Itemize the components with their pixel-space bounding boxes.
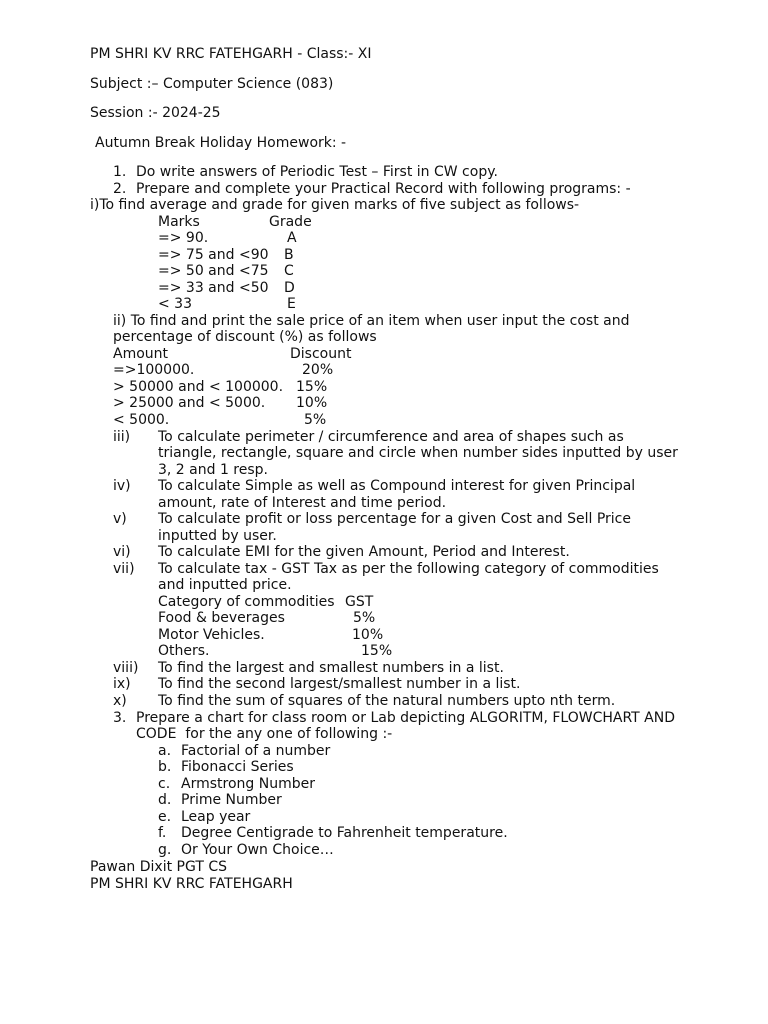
program-text: and inputted price. <box>158 577 292 593</box>
program-i-title: i)To find average and grade for given marks of five subject as follows- <box>90 197 580 213</box>
school-class-heading: PM SHRI KV RRC FATEHGARH - Class:- XI <box>90 46 372 62</box>
discount-cell: 10% <box>296 395 328 411</box>
program-ii-line: ii) To find and print the sale price of an item when user input the cost and <box>113 313 630 329</box>
option-letter: f. <box>158 825 167 841</box>
gst-header: GST <box>345 594 374 610</box>
item-text: CODE for the any one of following :- <box>136 726 393 742</box>
amount-header: Amount <box>113 346 169 362</box>
option-text: Armstrong Number <box>181 776 315 792</box>
grade-cell: A <box>287 230 297 246</box>
grade-cell: B <box>284 247 294 263</box>
session-line: Session :- 2024-25 <box>90 105 221 121</box>
amount-cell: < 5000. <box>113 412 170 428</box>
gst-cell: 5% <box>353 610 376 626</box>
item-number: 2. <box>113 181 127 197</box>
grade-cell: D <box>284 280 295 296</box>
grade-cell: E <box>287 296 296 312</box>
program-text: To find the sum of squares of the natural numbers upto nth term. <box>158 693 616 709</box>
marks-cell: => 75 and <90 <box>158 247 269 263</box>
item-text: Prepare a chart for class room or Lab depicting ALGORITM, FLOWCHART AND <box>136 710 675 726</box>
marks-cell: < 33 <box>158 296 192 312</box>
amount-cell: > 50000 and < 100000. <box>113 379 284 395</box>
program-text: To calculate profit or loss percentage for a given Cost and Sell Price <box>158 511 631 527</box>
program-text: To calculate EMI for the given Amount, Period and Interest. <box>158 544 570 560</box>
marks-header: Marks <box>158 214 200 230</box>
option-letter: b. <box>158 759 172 775</box>
program-text: inputted by user. <box>158 528 277 544</box>
discount-cell: 5% <box>304 412 327 428</box>
homework-title: Autumn Break Holiday Homework: - <box>95 135 347 151</box>
option-text: Prime Number <box>181 792 282 808</box>
program-text: To calculate tax - GST Tax as per the following category of commodities <box>158 561 659 577</box>
program-number: vi) <box>113 544 131 560</box>
marks-cell: => 50 and <75 <box>158 263 269 279</box>
program-number: vii) <box>113 561 135 577</box>
signature-school: PM SHRI KV RRC FATEHGARH <box>90 876 293 892</box>
option-text: Leap year <box>181 809 251 825</box>
amount-cell: > 25000 and < 5000. <box>113 395 266 411</box>
program-text: amount, rate of Interest and time period. <box>158 495 447 511</box>
category-cell: Food & beverages <box>158 610 285 626</box>
program-number: iii) <box>113 429 131 445</box>
option-letter: c. <box>158 776 171 792</box>
program-number: viii) <box>113 660 139 676</box>
grade-header: Grade <box>269 214 312 230</box>
item-text: Prepare and complete your Practical Record with following programs: - <box>136 181 631 197</box>
item-text: Do write answers of Periodic Test – First in CW copy. <box>136 164 498 180</box>
marks-cell: => 90. <box>158 230 209 246</box>
program-text: 3, 2 and 1 resp. <box>158 462 269 478</box>
program-number: iv) <box>113 478 131 494</box>
gst-cell: 15% <box>361 643 393 659</box>
program-text: To find the largest and smallest numbers in a list. <box>158 660 504 676</box>
category-cell: Others. <box>158 643 210 659</box>
option-letter: a. <box>158 743 172 759</box>
program-text: To calculate Simple as well as Compound interest for given Principal <box>158 478 636 494</box>
option-text: Factorial of a number <box>181 743 331 759</box>
option-letter: g. <box>158 842 172 858</box>
program-number: ix) <box>113 676 131 692</box>
subject-line: Subject :– Computer Science (083) <box>90 76 334 92</box>
option-letter: d. <box>158 792 172 808</box>
amount-cell: =>100000. <box>113 362 195 378</box>
discount-header: Discount <box>290 346 352 362</box>
option-text: Or Your Own Choice… <box>181 842 334 858</box>
program-text: triangle, rectangle, square and circle when number sides inputted by user <box>158 445 678 461</box>
category-header: Category of commodities <box>158 594 335 610</box>
program-text: To calculate perimeter / circumference and area of shapes such as <box>158 429 624 445</box>
option-text: Degree Centigrade to Fahrenheit temperature. <box>181 825 508 841</box>
option-letter: e. <box>158 809 172 825</box>
item-number: 1. <box>113 164 127 180</box>
category-cell: Motor Vehicles. <box>158 627 265 643</box>
program-number: v) <box>113 511 127 527</box>
item-number: 3. <box>113 710 127 726</box>
option-text: Fibonacci Series <box>181 759 294 775</box>
program-text: To find the second largest/smallest number in a list. <box>158 676 521 692</box>
discount-cell: 15% <box>296 379 328 395</box>
marks-cell: => 33 and <50 <box>158 280 269 296</box>
grade-cell: C <box>284 263 294 279</box>
discount-cell: 20% <box>302 362 334 378</box>
teacher-name: Pawan Dixit PGT CS <box>90 859 227 875</box>
gst-cell: 10% <box>352 627 384 643</box>
program-number: x) <box>113 693 127 709</box>
program-ii-line: percentage of discount (%) as follows <box>113 329 377 345</box>
